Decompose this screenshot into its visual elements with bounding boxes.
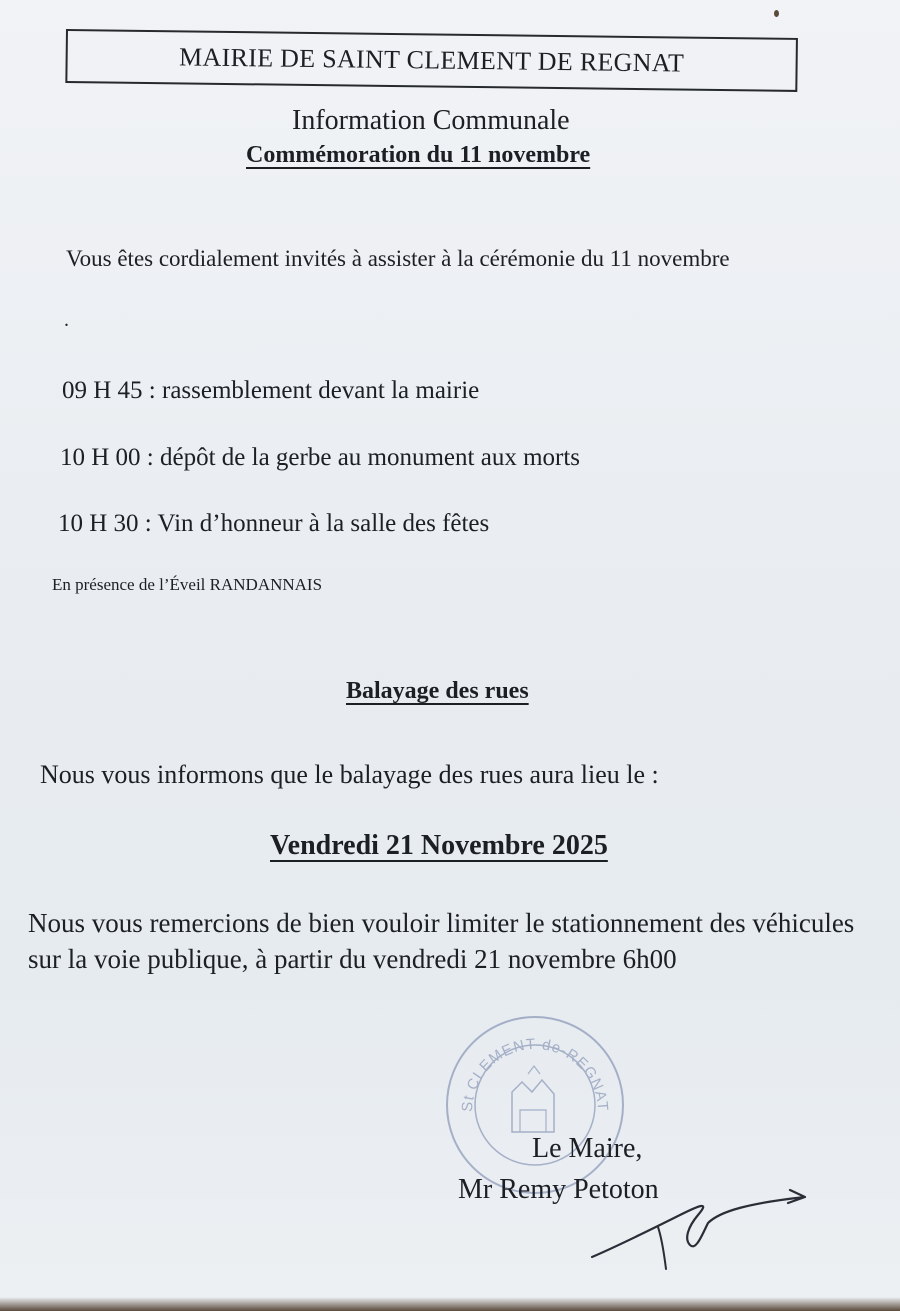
mairie-stamp [442,1012,628,1198]
schedule-item: 10 H 30 : Vin d’honneur à la salle des fêtes [58,510,490,537]
balayage-date: Vendredi 21 Novembre 2025 [270,830,608,861]
invitation-text: Vous êtes cordialement invités à assister à la cérémonie du 11 novembre [66,246,730,271]
balayage-title: Balayage des rues [346,678,529,704]
commemoration-title: Commémoration du 11 novembre [246,142,591,168]
presence-note: En présence de l’Éveil RANDANNAIS [52,575,323,594]
handwritten-signature [580,1175,820,1275]
svg-text:St CLEMENT-de-REGNAT: St CLEMENT-de-REGNAT [458,1035,612,1113]
parking-request: Nous vous remercions de bien vouloir limiter le stationnement des véhicules sur la voie publique, à partir du vendredi 21 novembre 6h00 [28,908,855,974]
header-title: MAIRIE DE SAINT CLEMENT DE REGNAT [178,42,685,78]
mayor-name: Mr Remy Petoton [458,1174,659,1205]
paper-fleck [774,10,779,17]
signature-label: Le Maire, [532,1133,643,1164]
bottom-edge-shadow [0,1297,900,1311]
schedule-item: 09 H 45 : rassemblement devant la mairie [62,377,480,404]
schedule-item: 10 H 00 : dépôt de la gerbe au monument aux morts [60,444,581,471]
stray-mark: . [64,309,69,331]
header-box [65,29,798,92]
balayage-info: Nous vous informons que le balayage des rues aura lieu le : [40,760,659,789]
information-title: Information Communale [292,105,570,136]
